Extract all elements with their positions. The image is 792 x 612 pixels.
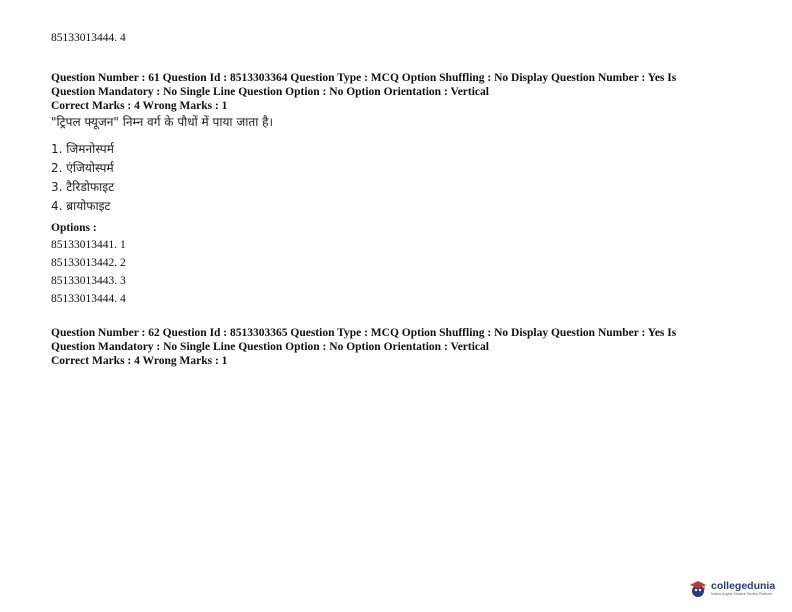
logo-name: collegedunia bbox=[711, 580, 776, 592]
q61-option: 85133013443. 3 bbox=[51, 275, 126, 287]
q61-choice: 2. एंजियोस्पर्म bbox=[51, 161, 114, 175]
q61-choice: 4. ब्रायोफाइट bbox=[51, 199, 111, 213]
q61-marks: Correct Marks : 4 Wrong Marks : 1 bbox=[51, 100, 228, 112]
q62-meta-line2: Question Mandatory : No Single Line Question Option : No Option Orientation : Vertical bbox=[51, 341, 489, 353]
q61-option: 85133013441. 1 bbox=[51, 239, 126, 251]
question-62-block bbox=[51, 326, 676, 368]
question-61-block bbox=[51, 71, 676, 308]
q62-meta-line1: Question Number : 62 Question Id : 8513303365 Question Type : MCQ Option Shuffling : No Display Question Number : Yes Is bbox=[51, 327, 677, 339]
q61-choice: 1. जिमनोस्पर्म bbox=[51, 142, 114, 156]
previous-option-line: 85133013444. 4 bbox=[51, 32, 126, 44]
q61-options-label: Options : bbox=[51, 222, 97, 234]
q61-option: 85133013442. 2 bbox=[51, 257, 126, 269]
q61-choice: 3. टैरिडोफाइट bbox=[51, 180, 115, 194]
logo-tagline: India's largest Student Review Platform bbox=[711, 592, 772, 596]
q61-question-text: "ट्रिपल फ्यूजन" निम्न वर्ग के पौधों में पाया जाता है। bbox=[51, 115, 274, 129]
q61-meta-line2: Question Mandatory : No Single Line Question Option : No Option Orientation : Vertical bbox=[51, 86, 489, 98]
q61-option: 85133013444. 4 bbox=[51, 293, 126, 305]
q61-choices-list bbox=[51, 140, 676, 216]
logo-text bbox=[711, 581, 775, 597]
graduate-cap-icon bbox=[688, 579, 708, 599]
q61-meta-line1: Question Number : 61 Question Id : 8513303364 Question Type : MCQ Option Shuffling : No Display Question Number : Yes Is bbox=[51, 72, 677, 84]
collegedunia-logo bbox=[688, 574, 776, 604]
q62-marks: Correct Marks : 4 Wrong Marks : 1 bbox=[51, 355, 228, 367]
